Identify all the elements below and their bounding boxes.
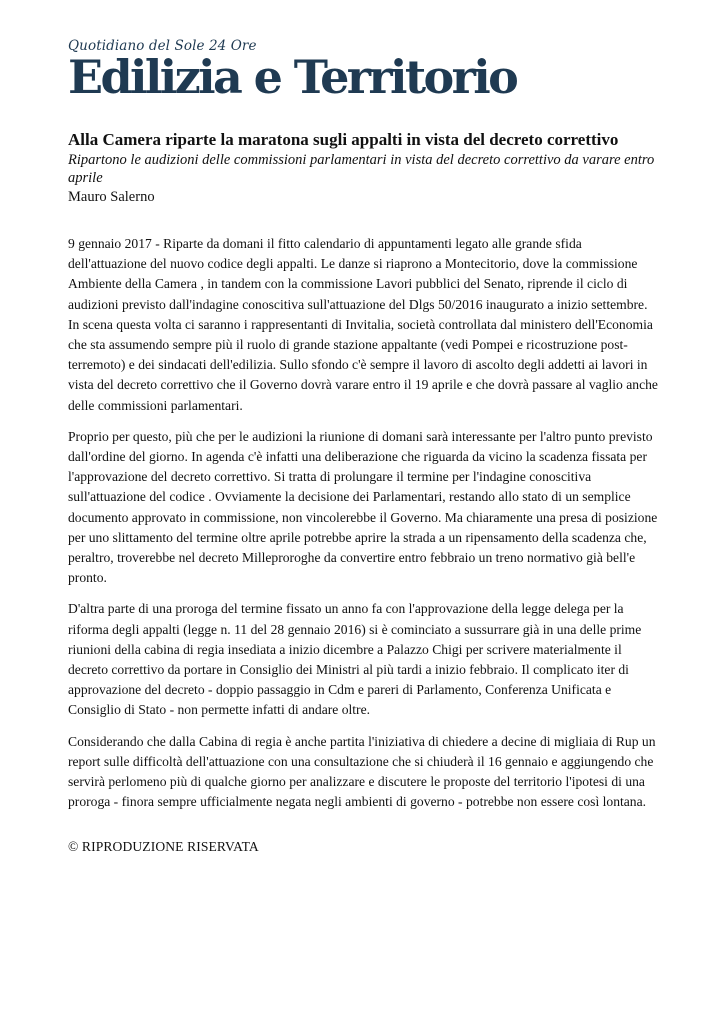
- article-date: 9 gennaio 2017 -: [68, 236, 160, 251]
- article-subheadline: Ripartono le audizioni delle commissioni parlamentari in vista del decreto correttivo da varare entro aprile: [68, 152, 655, 186]
- article-paragraph: Proprio per questo, più che per le audizioni la riunione di domani sarà interessante per l'altro punto previsto dall'ordine del giorno. In agenda c'è infatti una deliberazione che riguarda da vicino la scadenza fissata per l'approvazione del decreto correttivo. Si tratta di prolungare il termine per l'indagine conoscitiva sull'attuazione del codice . Ovviamente la decisione dei Parlamentari, restando allo stato di un semplice documento approvato in commissione, non vincolerebbe il Governo. Ma chiaramente una presa di posizione per uno slittamento del termine oltre aprile potrebbe aprire la strada a un ripensamento della scadenza che, peraltro, troverebbe nel decreto Milleproroghe da convertire entro febbraio un treno normativo già bell'e pronto.: [68, 428, 658, 586]
- paragraph-text: Riparte da domani il fitto calendario di appuntamenti legato alle grande sfida dell'attuazione del nuovo codice degli appalti. Le danze si riaprono a Montecitorio, dove la commissione Ambiente della Camera , in tandem con la commissione Lavori pubblici del Senato, riprende il ciclo di audizioni previsto dall'indagine conoscitiva sull'attuazione del Dlgs 50/2016 inaugurato a inizio settembre. In scena questa volta ci saranno i rappresentanti di Invitalia, società controllata dal ministero dell'Economia che sta assumendo sempre più il ruolo di grande stazione appaltante (vedi Pompei e ricostruzione post-terremoto) e dei sindacati dell'edilizia. Sullo sfondo c'è sempre il lavoro di ascolto degli addetti ai lavori in vista del decreto correttivo che il Governo dovrà varare entro il 19 aprile e che dovrà passare al vaglio anche delle commissioni parlamentari.: [68, 236, 658, 413]
- masthead: [68, 38, 668, 102]
- article-header: [68, 130, 658, 206]
- masthead-subtitle: Quotidiano del Sole 24 Ore: [68, 38, 257, 54]
- article-author: Mauro Salerno: [68, 189, 155, 205]
- article-headline: Alla Camera riparte la maratona sugli appalti in vista del decreto correttivo: [68, 130, 619, 149]
- article-paragraph: Considerando che dalla Cabina di regia è anche partita l'iniziativa di chiedere a decine di migliaia di Rup un report sulle difficoltà dell'attuazione con una consultazione che si chiuderà il 16 gennaio e aggiungendo che servirà perlomeno più di qualche giorno per analizzare e discutere le proposte del territorio l'ipotesi di una proroga - finora sempre ufficialmente negata negli ambienti di governo - potrebbe non essere così lontana.: [68, 733, 656, 810]
- copyright-notice: © RIPRODUZIONE RISERVATA: [68, 839, 259, 854]
- masthead-title: Edilizia e Territorio: [68, 50, 517, 104]
- article-paragraph: [68, 234, 658, 416]
- article-body: [68, 234, 658, 823]
- article-paragraph: D'altra parte di una proroga del termine fissato un anno fa con l'approvazione della legge delega per la riforma degli appalti (legge n. 11 del 28 gennaio 2016) si è cominciato a sussurrare già in una delle prime riunioni della cabina di regia insediata a inizio dicembre a Palazzo Chigi per scrivere materialmente il decreto correttivo da portare in Consiglio dei Ministri al più tardi a inizio febbraio. Il complicato iter di approvazione del decreto - doppio passaggio in Cdm e pareri di Parlamento, Conferenza Unificata e Consiglio di Stato - non permette infatti di andare oltre.: [68, 601, 642, 718]
